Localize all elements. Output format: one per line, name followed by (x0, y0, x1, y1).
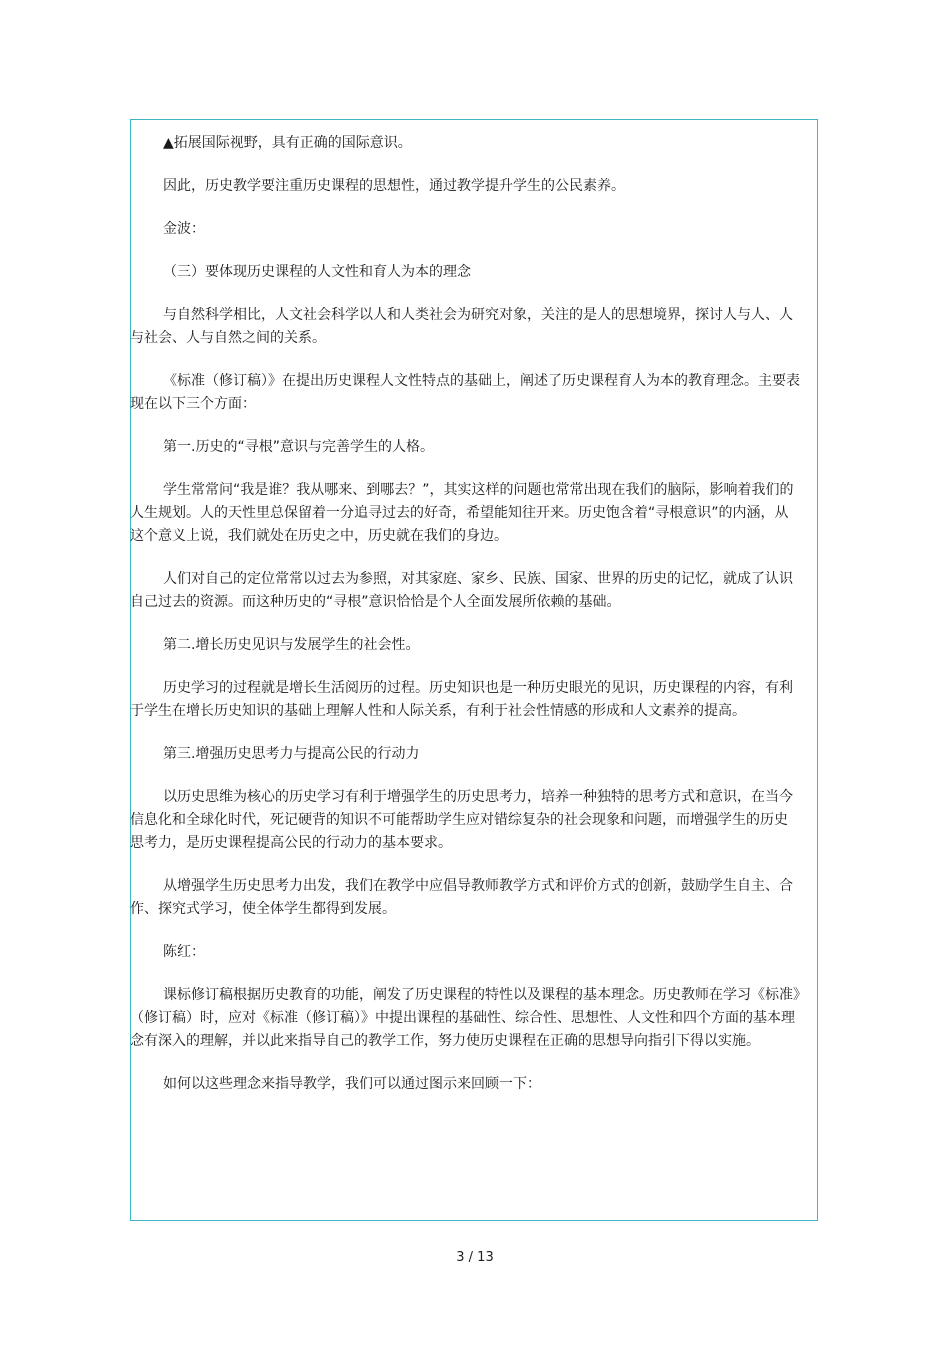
paragraph-standard: 《标准（修订稿）》在提出历史课程人文性特点的基础上，阐述了历史课程育人为本的教育理念。主要表现在以下三个方面： (130, 373, 800, 412)
speaker-chenhong: 陈红： (163, 944, 205, 960)
paragraph-innovation: 从增强学生历史思考力出发，我们在教学中应倡导教师教学方式和评价方式的创新，鼓励学生自主、合作、探究式学习，使全体学生都得到发展。 (130, 878, 793, 917)
paragraph-intl-awareness: ▲拓展国际视野，具有正确的国际意识。 (163, 135, 412, 151)
paragraph-humanities: 与自然科学相比，人文社会科学以人和人类社会为研究对象，关注的是人的思想境界，探讨人与人、人与社会、人与自然之间的关系。 (130, 307, 793, 346)
paragraph-conclusion: 因此，历史教学要注重历史课程的思想性，通过教学提升学生的公民素养。 (163, 178, 625, 194)
paragraph-who-am-i: 学生常常问“我是谁？我从哪来、到哪去？”，其实这样的问题也常常出现在我们的脑际，影响着我们的人生规划。人的天性里总保留着一分追寻过去的好奇，希望能知往开来。历史饱含着“寻根意识”的内涵，从这个意义上说，我们就处在历史之中，历史就在我们的身边。 (130, 482, 794, 544)
paragraph-thinking: 以历史思维为核心的历史学习有利于增强学生的历史思考力，培养一种独特的思考方式和意识，在当今信息化和全球化时代，死记硬背的知识不可能帮助学生应对错综复杂的社会现象和问题，而增强学生的历史思考力，是历史课程提高公民的行动力的基本要求。 (130, 789, 793, 851)
page-number: 3 / 13 (456, 1250, 494, 1265)
document-body (130, 132, 800, 1116)
point-three-heading: 第三.增强历史思考力与提高公民的行动力 (163, 746, 420, 762)
paragraph-experience: 历史学习的过程就是增长生活阅历的过程。历史知识也是一种历史眼光的见识，历史课程的内容，有利于学生在增长历史知识的基础上理解人性和人际关系，有利于社会性情感的形成和人文素养的提高。 (130, 680, 793, 719)
speaker-jinbo: 金波： (163, 221, 205, 237)
paragraph-diagram-intro: 如何以这些理念来指导教学，我们可以通过图示来回顾一下： (163, 1076, 541, 1092)
section-heading-three: （三）要体现历史课程的人文性和育人为本的理念 (163, 264, 471, 280)
paragraph-memory: 人们对自己的定位常常以过去为参照，对其家庭、家乡、民族、国家、世界的历史的记忆，就成了认识自己过去的资源。而这种历史的“寻根”意识恰恰是个人全面发展所依赖的基础。 (130, 571, 793, 610)
paragraph-revision: 课标修订稿根据历史教育的功能，阐发了历史课程的特性以及课程的基本理念。历史教师在学习《标准》（修订稿）时，应对《标准（修订稿）》中提出课程的基础性、综合性、思想性、人文性和四个方面的基本理念有深入的理解，并以此来指导自己的教学工作，努力使历史课程在正确的思想导向指引下得以实施。 (130, 987, 800, 1049)
point-one-heading: 第一.历史的“寻根”意识与完善学生的人格。 (163, 439, 434, 455)
point-two-heading: 第二.增长历史见识与发展学生的社会性。 (163, 637, 420, 653)
